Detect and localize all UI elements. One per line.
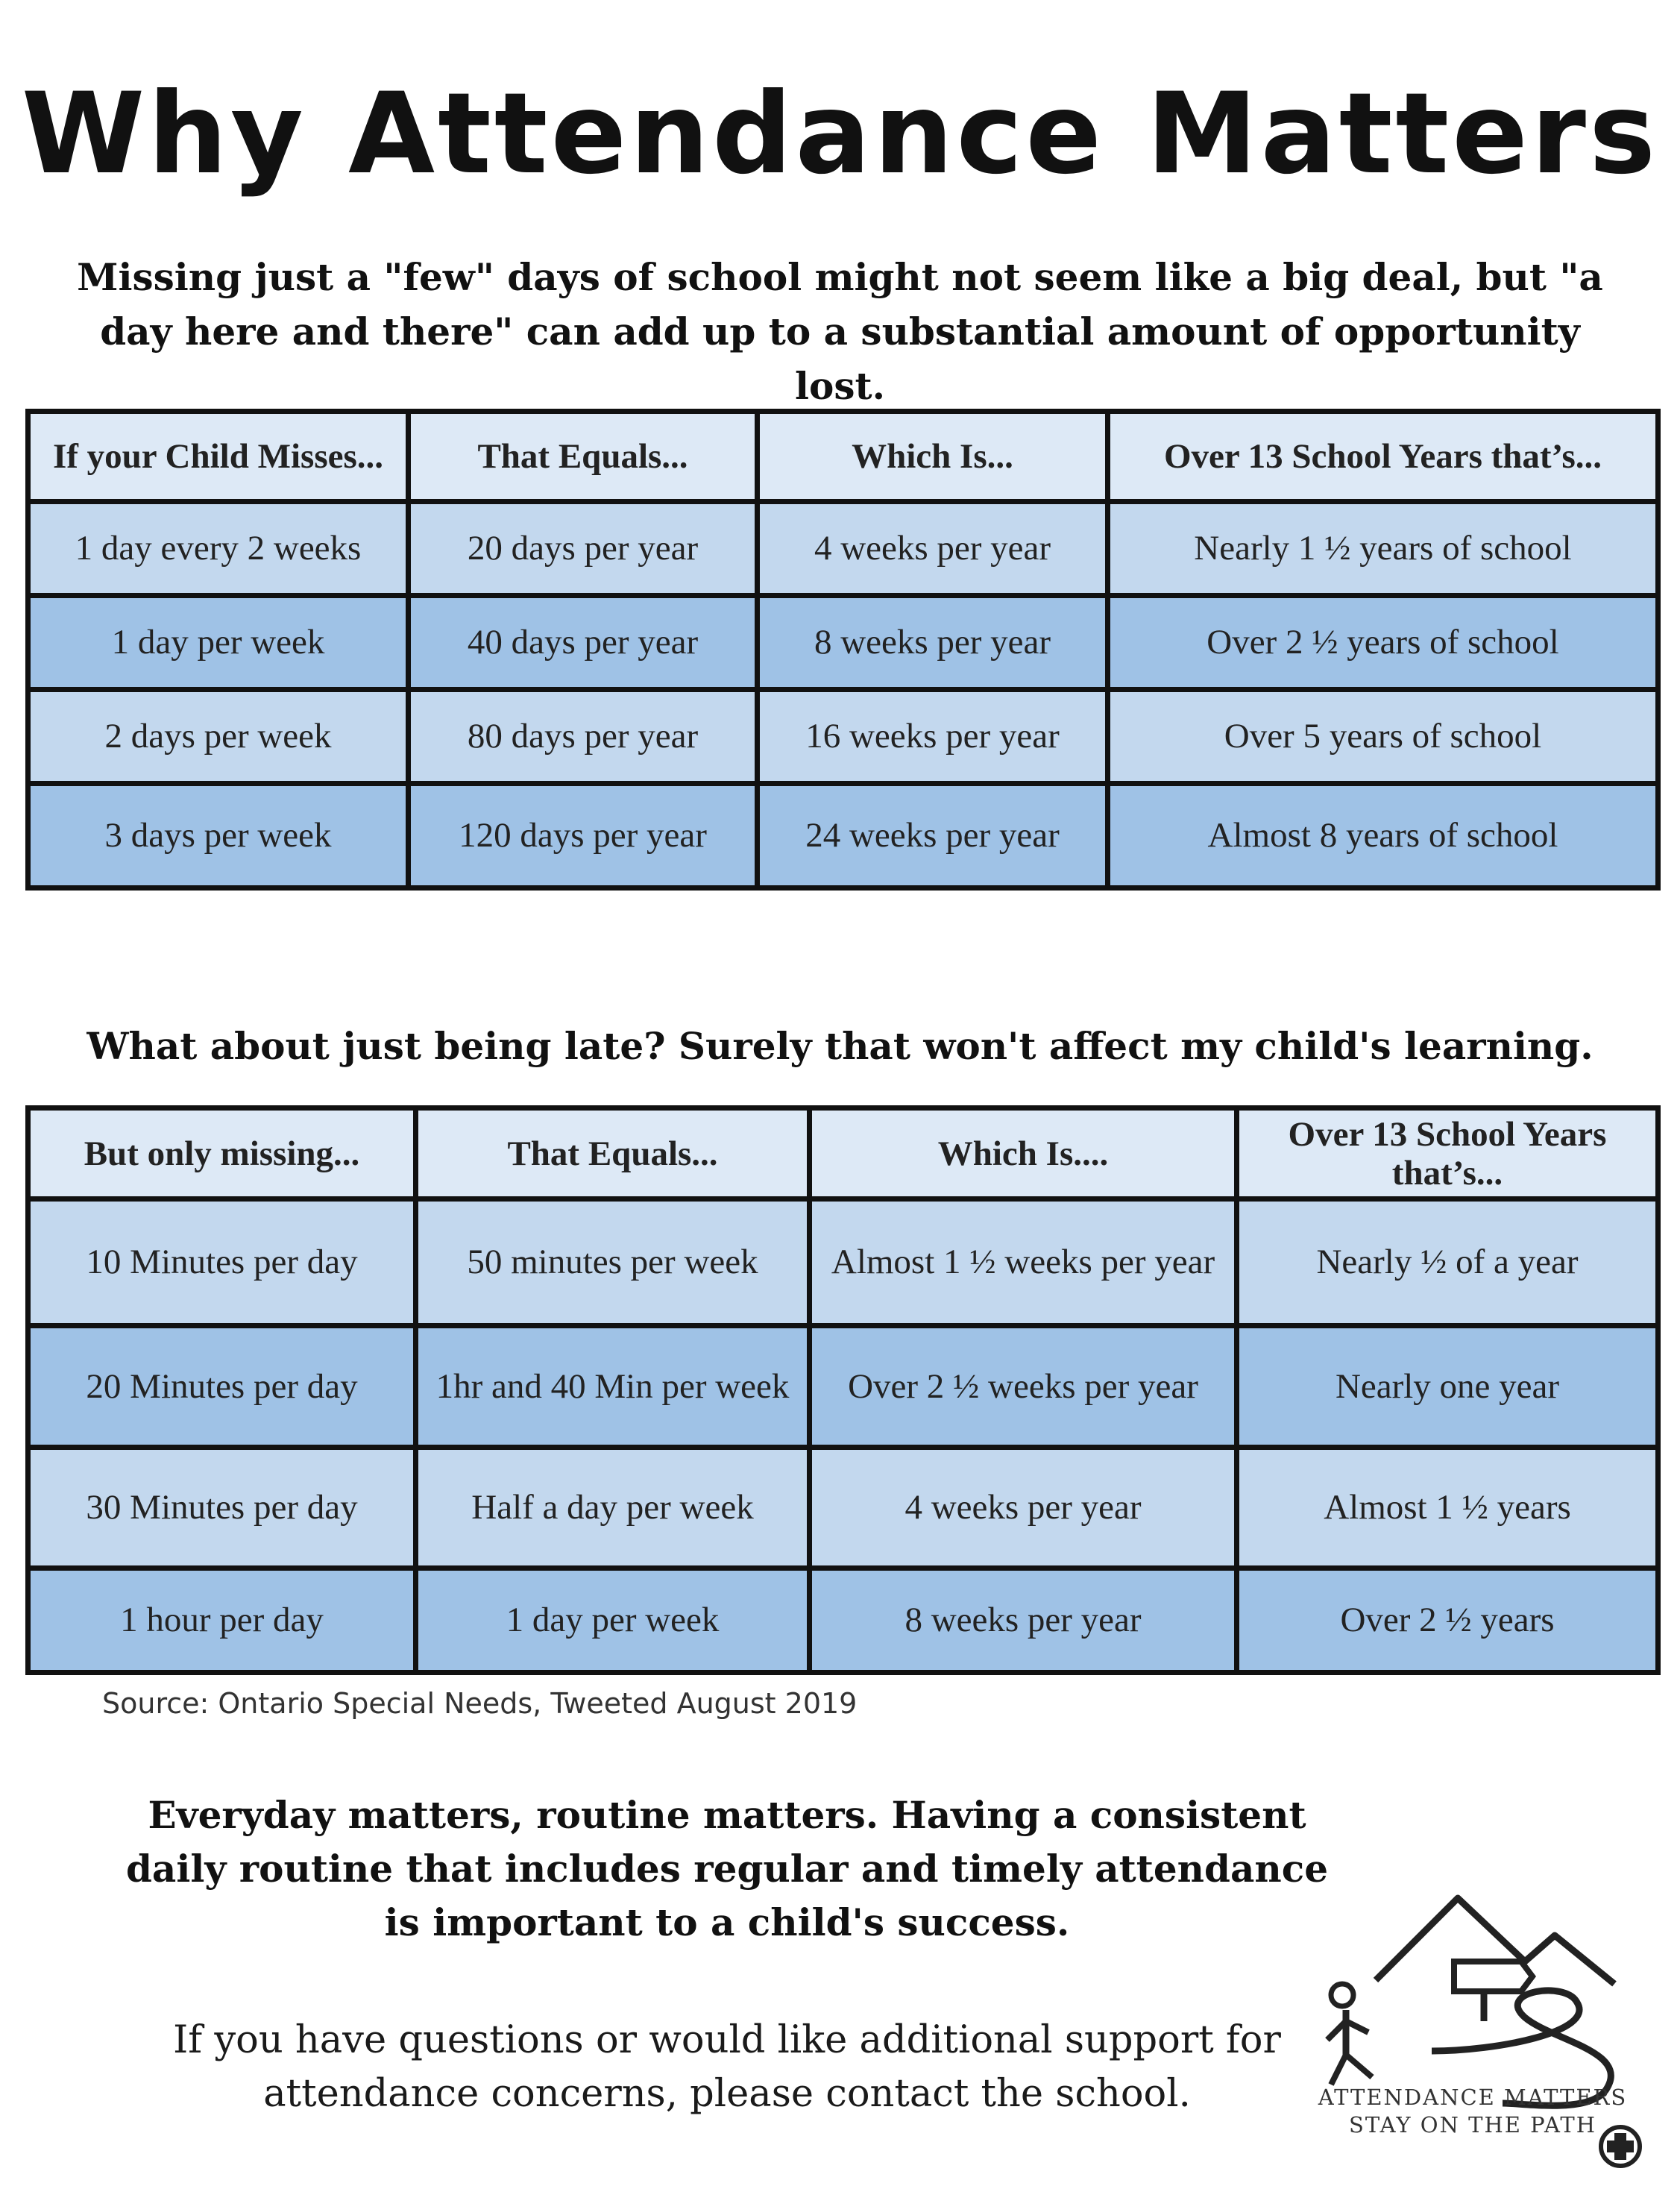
intro-paragraph: Missing just a "few" days of school might not seem like a big deal, but "a day here and there" can add up to a substantial amount of opportunity lost.: [77, 255, 1603, 408]
table-cell: 20 days per year: [409, 502, 758, 596]
table-cell: 2 days per week: [28, 690, 409, 784]
table-cell: 1 day per week: [416, 1568, 810, 1673]
table-cell: 50 minutes per week: [416, 1199, 810, 1326]
logo-line-1: ATTENDANCE MATTERS: [1318, 2085, 1628, 2110]
table-cell: 1 day per week: [28, 596, 409, 690]
table-cell: 8 weeks per year: [758, 596, 1108, 690]
table-cell: Over 2 ½ years of school: [1108, 596, 1658, 690]
table-cell: 4 weeks per year: [758, 502, 1108, 596]
table-cell: Almost 8 years of school: [1108, 784, 1658, 888]
table-cell: 24 weeks per year: [758, 784, 1108, 888]
logo-line-2: STAY ON THE PATH: [1349, 2112, 1596, 2138]
table-cell: 120 days per year: [409, 784, 758, 888]
table-cell: 20 Minutes per day: [28, 1326, 416, 1448]
table-cell: 1 hour per day: [28, 1568, 416, 1673]
table-cell: Over 2 ½ years: [1237, 1568, 1658, 1673]
table-row: [28, 502, 1658, 596]
header-cell: That Equals...: [416, 1108, 810, 1199]
table-cell: 8 weeks per year: [810, 1568, 1237, 1673]
table-cell: 16 weeks per year: [758, 690, 1108, 784]
days-missed-table: [25, 409, 1661, 891]
header-cell: Which Is....: [810, 1108, 1237, 1199]
header-cell: Over 13 School Years that’s...: [1237, 1108, 1658, 1199]
table-row: [28, 784, 1658, 888]
table-cell: Half a day per week: [416, 1448, 810, 1568]
table-row: [28, 596, 1658, 690]
header-cell: That Equals...: [409, 412, 758, 502]
table-cell: 3 days per week: [28, 784, 409, 888]
table-cell: 30 Minutes per day: [28, 1448, 416, 1568]
table-cell: Almost 1 ½ years: [1237, 1448, 1658, 1568]
header-cell: Over 13 School Years that’s...: [1108, 412, 1658, 502]
table-cell: 80 days per year: [409, 690, 758, 784]
table-cell: 1hr and 40 Min per week: [416, 1326, 810, 1448]
table-cell: 4 weeks per year: [810, 1448, 1237, 1568]
page-title: Why Attendance Matters: [21, 69, 1659, 199]
table-cell: Almost 1 ½ weeks per year: [810, 1199, 1237, 1326]
table-row: [28, 1448, 1658, 1568]
lateness-question: What about just being late? Surely that won't affect my child's learning.: [86, 1024, 1594, 1068]
table-cell: 10 Minutes per day: [28, 1199, 416, 1326]
table-header-row: [28, 412, 1658, 502]
header-cell: But only missing...: [28, 1108, 416, 1199]
table-cell: 40 days per year: [409, 596, 758, 690]
table-row: [28, 690, 1658, 784]
table-header-row: [28, 1108, 1658, 1199]
table-cell: Over 2 ½ weeks per year: [810, 1326, 1237, 1448]
table-cell: Nearly ½ of a year: [1237, 1199, 1658, 1326]
minutes-late-table: [25, 1105, 1661, 1675]
header-cell: Which Is...: [758, 412, 1108, 502]
source-citation: Source: Ontario Special Needs, Tweeted August 2019: [102, 1687, 858, 1720]
table-cell: Over 5 years of school: [1108, 690, 1658, 784]
table-row: [28, 1326, 1658, 1448]
table-cell: Nearly one year: [1237, 1326, 1658, 1448]
table-cell: 1 day every 2 weeks: [28, 502, 409, 596]
table-row: [28, 1199, 1658, 1326]
header-cell: If your Child Misses...: [28, 412, 409, 502]
table-row: [28, 1568, 1658, 1673]
contact-note: If you have questions or would like additional support for attendance concerns, please contact the school.: [173, 2018, 1281, 2116]
closing-statement: Everyday matters, routine matters. Having a consistent daily routine that includes regular and timely attendance is important to a child's success.: [125, 1793, 1329, 1944]
table-cell: Nearly 1 ½ years of school: [1108, 502, 1658, 596]
